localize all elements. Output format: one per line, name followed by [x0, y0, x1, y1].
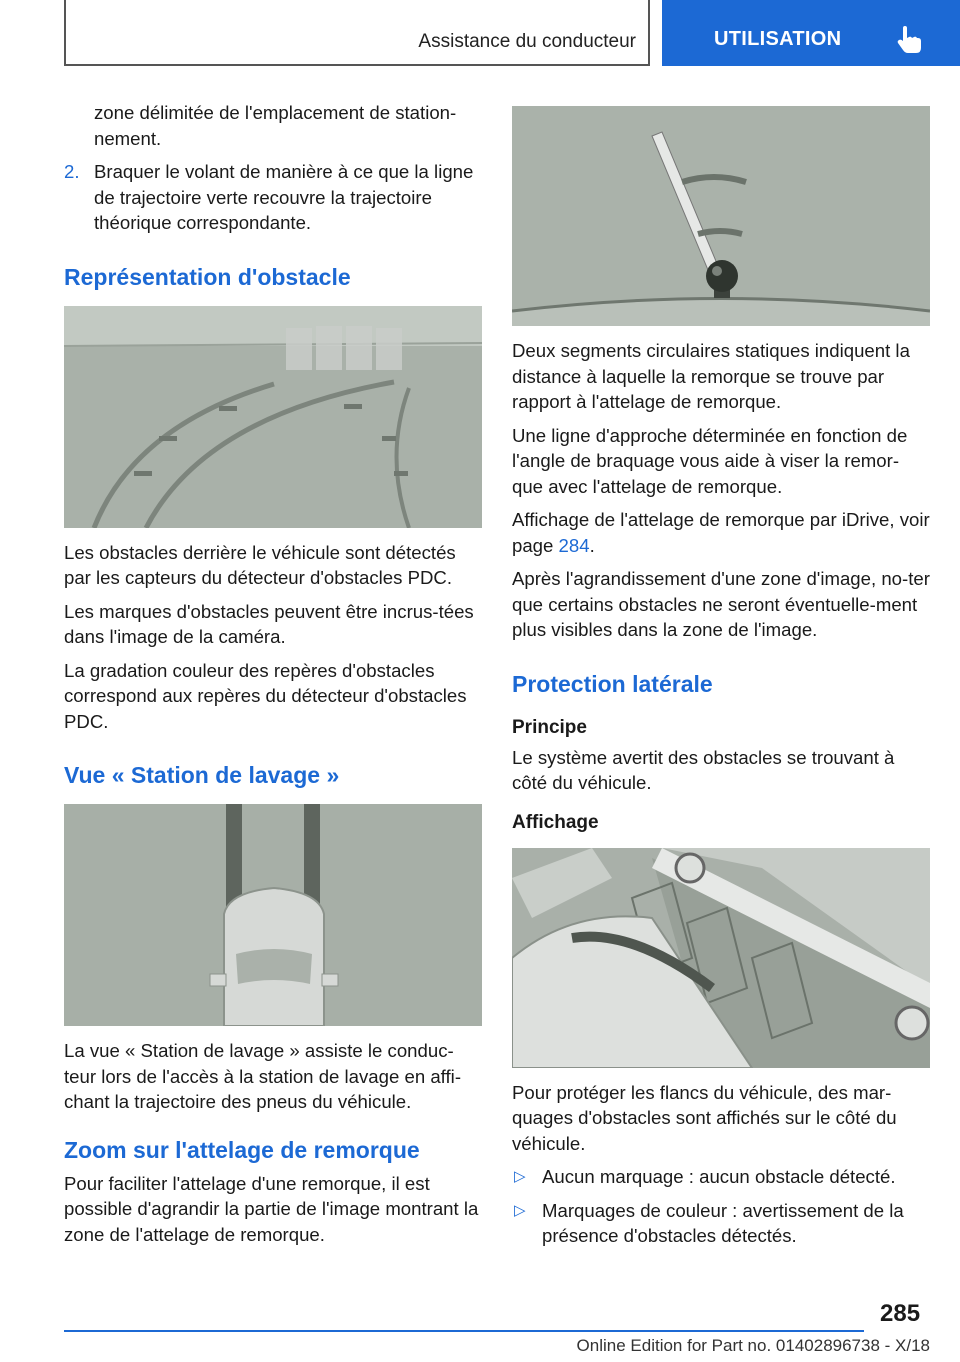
right-column — [512, 106, 930, 1257]
triangle-bullet-icon: ▷ — [514, 1201, 526, 1219]
bullet-item — [512, 1198, 930, 1249]
para-hitch-4: Après l'agrandissement d'une zone d'image, no-ter que certains obstacles ne seront éventuelle-ment plus visibles dans la zone de l'image. — [512, 568, 930, 640]
para-obstacle-2: Les marques d'obstacles peuvent être incrus-tées dans l'image de la caméra. — [64, 600, 474, 647]
section-title: Assistance du conducteur — [418, 31, 636, 52]
triangle-bullet-icon: ▷ — [514, 1168, 526, 1185]
page-link[interactable]: 284 — [558, 534, 590, 556]
heading-display: Affichage — [512, 811, 599, 833]
page-number: 285 — [880, 1300, 921, 1327]
chapter-tab[interactable] — [662, 0, 960, 66]
para-hitch-3-text: Affichage de l'attelage de remorque par iDrive, voir page — [512, 509, 930, 556]
step-2 — [64, 159, 482, 236]
step-text: Braquer le volant de manière à ce que la ligne de trajectoire verte recouvre la trajectoire théorique correspondante. — [94, 161, 474, 233]
para-hitch-2: Une ligne d'approche déterminée en fonction de l'angle de braquage vous aide à viser la remor-que avec l'attelage de remorque. — [512, 424, 908, 497]
step-number: 2. — [64, 161, 80, 182]
para-zoom: Pour faciliter l'attelage d'une remorque, il est possible d'agrandir la partie de l'image montrant la zone de l'attelage de remorque. — [64, 1172, 479, 1245]
continued-text: zone délimitée de l'emplacement de station-nement. — [94, 102, 457, 149]
para-hitch-1: Deux segments circulaires statiques indiquent la distance à laquelle la remorque se trouve par rapport à l'attelage de remorque. — [512, 340, 910, 412]
para-obstacle-1: Les obstacles derrière le véhicule sont détectés par les capteurs du détecteur d'obstacles PDC. — [64, 541, 456, 588]
footer-rule — [64, 1330, 864, 1332]
bullet-text: Aucun marquage : aucun obstacle détecté. — [542, 1166, 896, 1187]
heading-principle: Principe — [512, 716, 587, 738]
left-column — [64, 100, 482, 1255]
wash-station-figure — [64, 804, 482, 1026]
heading-obstacle: Représentation d'obstacle — [64, 263, 351, 290]
para-wash: La vue « Station de lavage » assiste le conduc-teur lors de l'accès à la station de lavage en affi-chant la trajectoire des pneus du véhicule. — [64, 1040, 462, 1112]
para-obstacle-3: La gradation couleur des repères d'obstacles correspond aux repères du détecteur d'obstacles PDC. — [64, 659, 467, 732]
para-principle: Le système avertit des obstacles se trouvant à côté du véhicule. — [512, 746, 895, 793]
bullet-text: Marquages de couleur : avertissement de la présence d'obstacles détectés. — [542, 1199, 904, 1246]
side-protection-figure — [512, 848, 930, 1068]
pointing-hand-icon — [896, 26, 922, 54]
chapter-tab-label: UTILISATION — [714, 28, 842, 50]
obstacle-camera-figure — [64, 306, 482, 528]
para-display: Pour protéger les flancs du véhicule, des mar-quages d'obstacles sont affichés sur le côté du véhicule. — [512, 1081, 897, 1154]
edition-note: Online Edition for Part no. 01402896738 - X/18 — [576, 1336, 930, 1355]
para-hitch-3-end: . — [589, 534, 595, 556]
trailer-hitch-figure — [512, 106, 930, 326]
bullet-item — [512, 1164, 930, 1190]
heading-hitch-zoom: Zoom sur l'attelage de remorque — [64, 1136, 420, 1163]
heading-wash-station: Vue « Station de lavage » — [64, 762, 340, 788]
para-hitch-3 — [512, 507, 930, 558]
heading-side-protection: Protection latérale — [512, 670, 713, 697]
